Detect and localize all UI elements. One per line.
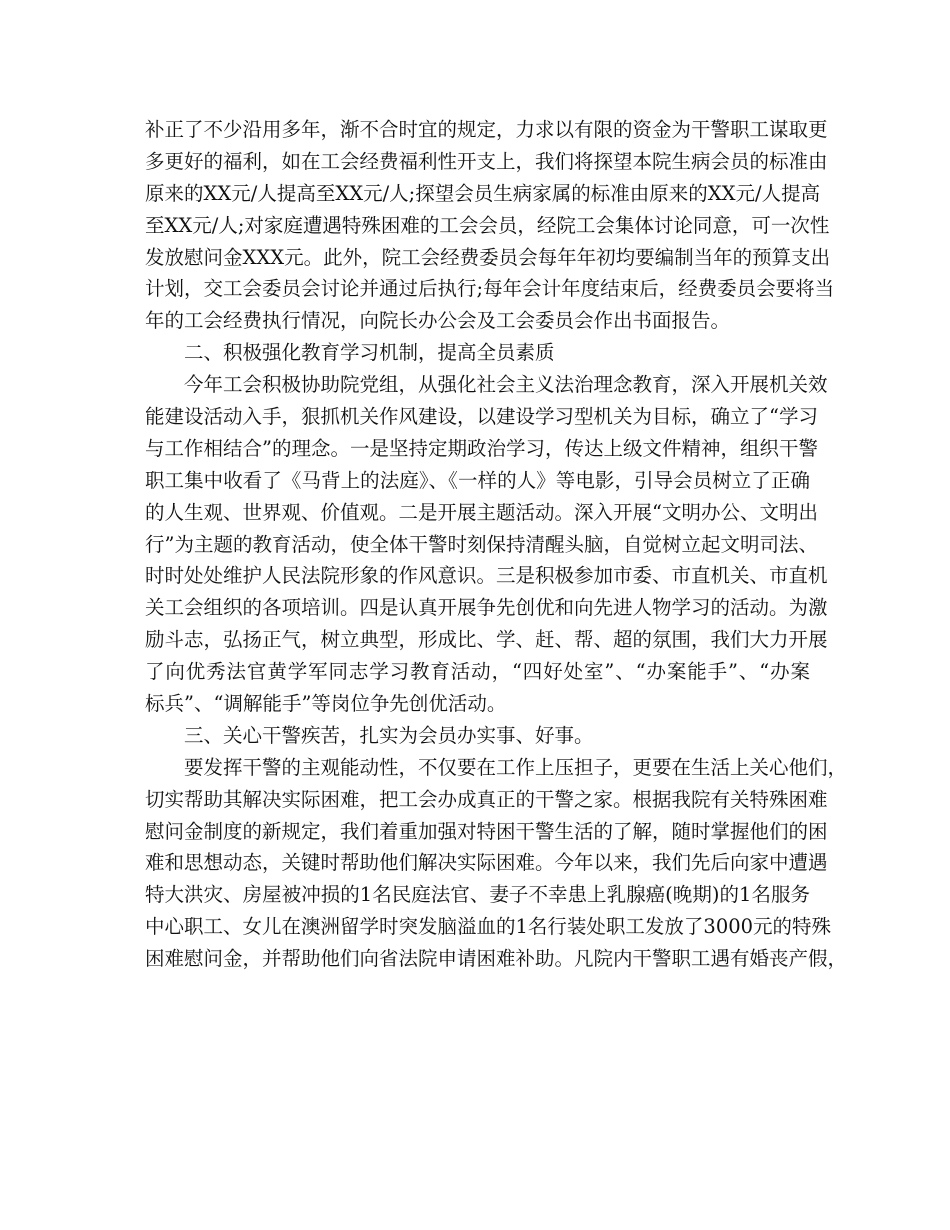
- paragraph-line: 行”为主题的教育活动，使全体干警时刻保持清醒头脑，自觉树立起文明司法、: [145, 532, 818, 556]
- paragraph-line: 切实帮助其解决实际困难，把工会办成真正的干警之家。根据我院有关特殊困难: [145, 787, 828, 811]
- paragraph-line: 多更好的福利，如在工会经费福利性开支上，我们将探望本院生病会员的标准由: [145, 149, 828, 173]
- paragraph-line: 三、关心干警疾苦，扎实为会员办实事、好事。: [184, 723, 594, 747]
- paragraph-line: 中心职工、女儿在澳洲留学时突发脑溢血的1名行装处职工发放了3000元的特殊: [145, 915, 832, 939]
- paragraph-line: 今年工会积极协助院党组，从强化社会主义法治理念教育，深入开展机关效: [184, 373, 828, 397]
- document-body: [145, 114, 848, 975]
- paragraph-line: 计划，交工会委员会讨论并通过后执行;每年会计年度结束后，经费委员会要将当: [145, 277, 835, 301]
- paragraph-line: 职工集中收看了《马背上的法庭》、《一样的人》等电影，引导会员树立了正确: [145, 468, 810, 492]
- paragraph-line: 难和思想动态，关键时帮助他们解决实际困难。今年以来，我们先后向家中遭遇: [145, 851, 828, 875]
- paragraph-line: 至XX元/人;对家庭遭遇特殊困难的工会会员，经院工会集体讨论同意，可一次性: [145, 213, 830, 237]
- paragraph-line: 要发挥干警的主观能动性，不仅要在工作上压担子，更要在生活上关心他们，: [184, 755, 848, 779]
- paragraph-line: 关工会组织的各项培训。四是认真开展争先创优和向先进人物学习的活动。为激: [145, 596, 828, 620]
- paragraph-line: 年的工会经费执行情况，向院长办公会及工会委员会作出书面报告。: [145, 309, 731, 333]
- paragraph-line: 标兵”、“调解能手”等岗位争先创优活动。: [145, 692, 507, 716]
- paragraph-line: 能建设活动入手，狠抓机关作风建设，以建设学习型机关为目标，确立了“学习: [145, 405, 818, 429]
- paragraph-line: 励斗志，弘扬正气，树立典型，形成比、学、赶、帮、超的氛围，我们大力开展: [145, 628, 828, 652]
- paragraph-line: 原来的XX元/人提高至XX元/人;探望会员生病家属的标准由原来的XX元/人提高: [145, 181, 821, 205]
- paragraph-line: 发放慰问金XXX元。此外，院工会经费委员会每年年初均要编制当年的预算支出: [145, 245, 831, 269]
- paragraph-line: 了向优秀法官黄学军同志学习教育活动，“四好处室”、“办案能手”、“办案: [145, 660, 810, 684]
- paragraph-line: 补正了不少沿用多年，渐不合时宜的规定，力求以有限的资金为干警职工谋取更: [145, 118, 828, 141]
- paragraph-line: 慰问金制度的新规定，我们着重加强对特困干警生活的了解，随时掌握他们的困: [145, 819, 828, 843]
- paragraph-line: 特大洪灾、房屋被冲损的1名民庭法官、妻子不幸患上乳腺癌(晚期)的1名服务: [145, 883, 810, 907]
- paragraph-line: 的人生观、世界观、价值观。二是开展主题活动。深入开展“文明办公、文明出: [145, 500, 818, 524]
- paragraph-line: 与工作相结合”的理念。一是坚持定期政治学习，传达上级文件精神，组织干警: [145, 436, 818, 460]
- paragraph-line: 时时处处维护人民法院形象的作风意识。三是积极参加市委、市直机关、市直机: [145, 564, 828, 588]
- paragraph-line: 困难慰问金，并帮助他们向省法院申请困难补助。凡院内干警职工遇有婚丧产假，: [145, 947, 848, 971]
- paragraph-line: 二、积极强化教育学习机制，提高全员素质: [184, 341, 555, 365]
